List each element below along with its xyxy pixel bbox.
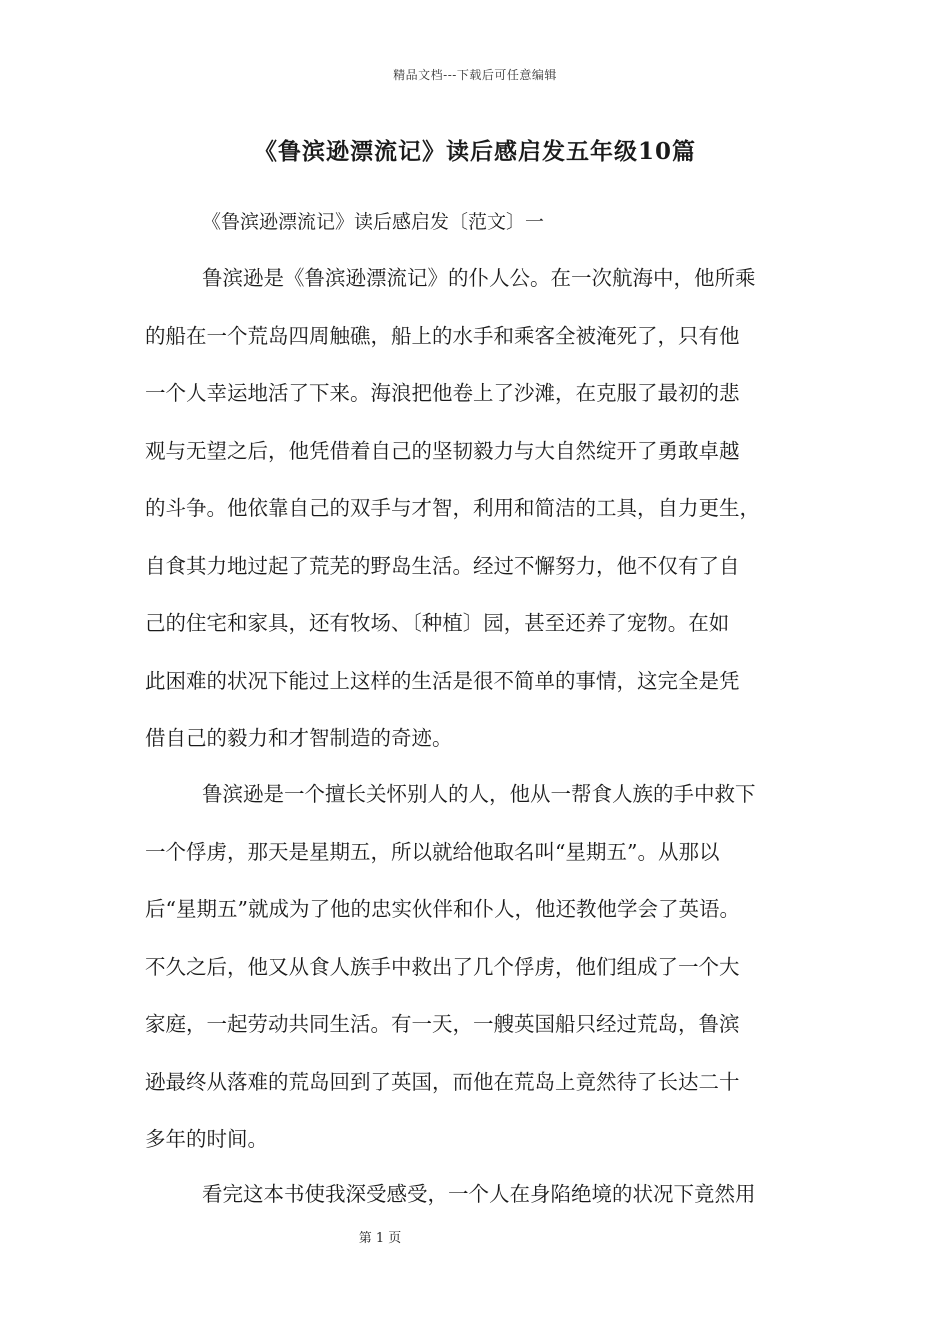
paragraph-2 — [145, 766, 835, 1169]
paragraph-line: 不久之后，他又从食人族手中救出了几个俘虏，他们组成了一个大 — [145, 954, 740, 979]
paragraph-line: 的船在一个荒岛四周触礁，船上的水手和乘客全被淹死了，只有他 — [145, 323, 740, 348]
paragraph-line: 此困难的状况下能过上这样的生活是很不简单的事情，这完全是凭 — [145, 668, 740, 693]
paragraph-line: 自食其力地过起了荒芜的野岛生活。经过不懈努力，他不仅有了自 — [145, 553, 740, 578]
paragraph-line: 一个人幸运地活了下来。海浪把他卷上了沙滩，在克服了最初的悲 — [145, 381, 740, 405]
paragraph-line: 逊最终从落难的荒岛回到了英国，而他在荒岛上竟然待了长达二十 — [145, 1069, 740, 1094]
paragraph-3 — [145, 1166, 835, 1224]
paragraph-line: 一个俘虏，那天是星期五，所以就给他取名叫“星期五”。从那以 — [145, 839, 720, 864]
paragraph-line: 借自己的毅力和才智制造的奇迹。 — [145, 726, 453, 750]
paragraph-line: 己的住宅和家具，还有牧场、〔种植〕园，甚至还养了宠物。在如 — [145, 611, 730, 635]
paragraph-line: 鲁滨逊是《鲁滨逊漂流记》的仆人公。在一次航海中，他所乘 — [202, 266, 756, 290]
paragraph-1 — [145, 250, 835, 768]
header-note: 精品文档---下载后可任意编辑 — [393, 68, 557, 82]
page-number: 第 1 页 — [358, 1231, 402, 1246]
paragraph-line: 观与无望之后，他凭借着自己的坚韧毅力与大自然绽开了勇敢卓越 — [145, 438, 740, 463]
paragraph-line: 看完这本书使我深受感受，一个人在身陷绝境的状况下竟然用 — [202, 1182, 756, 1206]
section-subtitle: 《鲁滨逊漂流记》读后感启发〔范文〕一 — [202, 211, 545, 233]
paragraph-line: 鲁滨逊是一个擅长关怀别人的人，他从一帮食人族的手中救下 — [202, 782, 756, 806]
paragraph-line: 后“星期五”就成为了他的忠实伙伴和仆人，他还教他学会了英语。 — [145, 897, 740, 921]
paragraph-line: 多年的时间。 — [145, 1127, 268, 1151]
paragraph-line: 的斗争。他依靠自己的双手与才智，利用和简洁的工具，自力更生， — [145, 496, 760, 520]
paragraph-line: 家庭，一起劳动共同生活。有一天，一艘英国船只经过荒岛，鲁滨 — [145, 1012, 740, 1036]
document-title: 《鲁滨逊漂流记》读后感启发五年级10篇 — [253, 138, 696, 165]
